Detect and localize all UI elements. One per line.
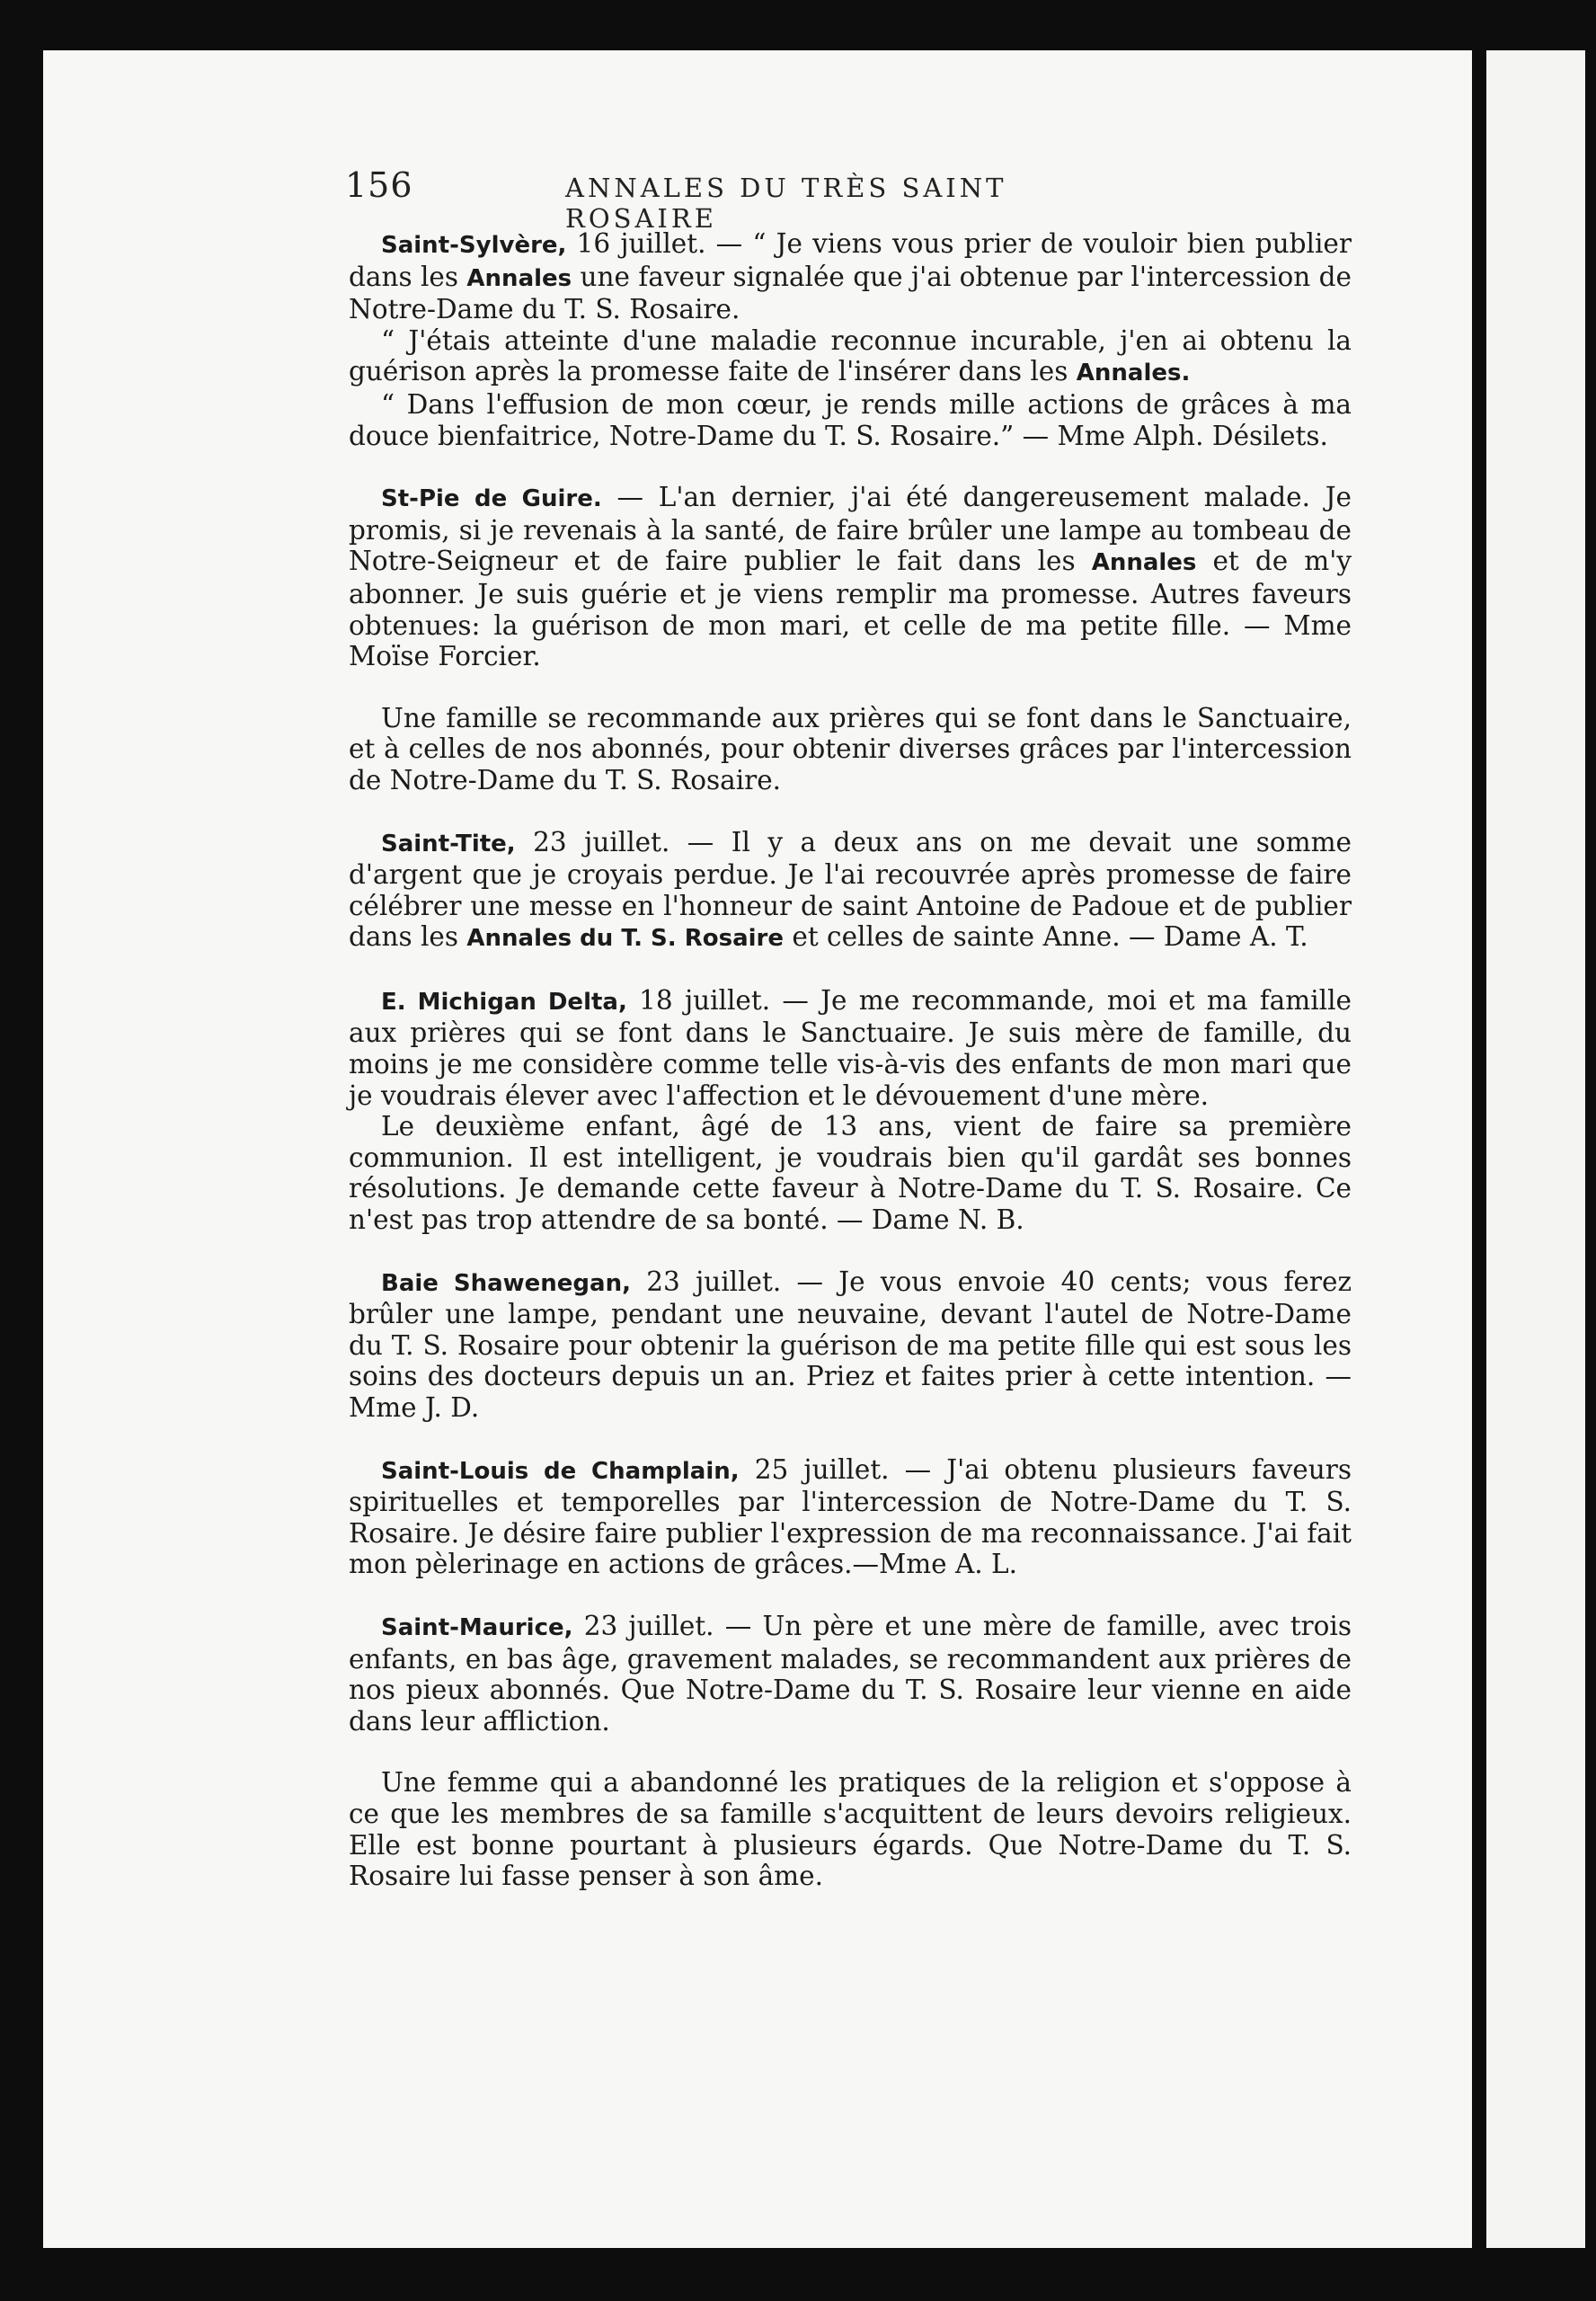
adjacent-page-edge bbox=[1486, 50, 1585, 2248]
entry-baie-shawenegan bbox=[349, 1266, 1352, 1424]
text-run: et de m'y abonner. Je suis guérie et je viens remplir ma promesse. Autres faveurs obtenues: la guérison de mon mari, et celle de ma petite fille. — Mme Moïse Forcier. bbox=[349, 546, 1352, 672]
place-name: Saint-Tite, bbox=[381, 830, 516, 857]
text-run: — L'an dernier, j'ai été dangereusement malade. Je promis, si je revenais à la santé, de faire brûler une lampe au tombeau de Notre-Seigneur et de faire publier le fait dans les bbox=[349, 482, 1352, 577]
place-name: E. Michigan Delta, bbox=[381, 988, 627, 1016]
article-body bbox=[349, 228, 1352, 1923]
text-run: 18 juillet. — Je me recommande, moi et ma famille aux prières qui se font dans le Sanctuaire. Je suis mère de famille, du moins je me considère comme telle vis-à-vis des enfants de mon mari que je voudrais élever avec l'affection et le dévouement d'une mère. bbox=[349, 984, 1352, 1111]
paragraph bbox=[349, 1111, 1352, 1235]
page-number: 156 bbox=[345, 165, 413, 205]
entry-saint-maurice bbox=[349, 1611, 1352, 1737]
place-name: Saint-Sylvère, bbox=[381, 232, 567, 259]
text-run: Une famille se recommande aux prières qui se font dans le Sanctuaire, et à celles de nos abonnés, pour obtenir diverses grâces par l'intercession de Notre-Dame du T. S. Rosaire. bbox=[349, 702, 1352, 795]
bold-run: Annales bbox=[466, 264, 572, 292]
entry-saint-tite bbox=[349, 827, 1352, 955]
text-run: une faveur signalée que j'ai obtenue par l'intercession de Notre-Dame du T. S. Rosaire. bbox=[349, 261, 1352, 325]
place-name: St-Pie de Guire. bbox=[381, 485, 602, 513]
text-run: 23 juillet. — Un père et une mère de famille, avec trois enfants, en bas âge, gravement malades, se recommandent aux prières de nos pieux abonnés. Que Notre-Dame du T. S. Rosaire leur vienne en aide dans leur affliction. bbox=[349, 1610, 1352, 1737]
text-run: 23 juillet. — Il y a deux ans on me devait une somme d'argent que je croyais perdue. Je l'ai recouvrée après promesse de faire célébrer une messe en l'honneur de saint Antoine de Padoue et de publier dans les bbox=[349, 826, 1352, 953]
entry-saint-louis-de-champlain bbox=[349, 1454, 1352, 1580]
entry-famille bbox=[349, 703, 1352, 796]
running-title: ANNALES DU TRÈS SAINT ROSAIRE bbox=[565, 173, 1007, 234]
paragraph bbox=[349, 228, 1352, 325]
text-run: et celles de sainte Anne. — Dame A. T. bbox=[783, 921, 1308, 953]
bold-run: Annales. bbox=[1076, 360, 1191, 387]
paragraph bbox=[349, 389, 1352, 451]
paragraph bbox=[349, 985, 1352, 1111]
bold-run: Annales bbox=[1091, 549, 1197, 577]
text-run: 23 juillet. — Je vous envoie 40 cents; vous ferez brûler une lampe, pendant une neuvaine, devant l'autel de Notre-Dame du T. S. Rosaire pour obtenir la guérison de ma petite fille qui est sous les soins des docteurs depuis un an. Priez et faites prier à cette intention. — Mme J. D. bbox=[349, 1266, 1352, 1423]
entry-saint-sylvere bbox=[349, 228, 1352, 451]
paragraph bbox=[349, 703, 1352, 796]
paragraph bbox=[349, 325, 1352, 389]
text-run: Le deuxième enfant, âgé de 13 ans, vient de faire sa première communion. Il est intelligent, je voudrais bien qu'il gardât ses bonnes résolutions. Je demande cette faveur à Notre-Dame du T. S. Rosaire. Ce n'est pas trop attendre de sa bonté. — Dame N. B. bbox=[349, 1111, 1352, 1236]
entry-st-pie-de-guire bbox=[349, 482, 1352, 672]
place-name: Baie Shawenegan, bbox=[381, 1269, 631, 1297]
paragraph bbox=[349, 1767, 1352, 1891]
bold-run: Annales du T. S. Rosaire bbox=[466, 925, 784, 953]
place-name: Saint-Louis de Champlain, bbox=[381, 1457, 740, 1485]
paragraph bbox=[349, 1454, 1352, 1580]
paragraph bbox=[349, 1611, 1352, 1737]
text-run: 25 juillet. — J'ai obtenu plusieurs faveurs spirituelles et temporelles par l'intercession de Notre-Dame du T. S. Rosaire. Je désire faire publier l'expression de ma reconnaissance. J'ai fait mon pèlerinage en actions de grâces.—Mme A. L. bbox=[349, 1453, 1352, 1580]
entry-femme bbox=[349, 1767, 1352, 1891]
paragraph bbox=[349, 827, 1352, 955]
paragraph bbox=[349, 482, 1352, 672]
place-name: Saint-Maurice, bbox=[381, 1613, 573, 1641]
paragraph bbox=[349, 1266, 1352, 1424]
text-run: “ J'étais atteinte d'une maladie reconnue incurable, j'en ai obtenu la guérison après la promesse faite de l'insérer dans les bbox=[349, 324, 1352, 387]
text-run: “ Dans l'effusion de mon cœur, je rends mille actions de grâces à ma douce bienfaitrice, Notre-Dame du T. S. Rosaire.” — Mme Alph. Désilets. bbox=[349, 388, 1352, 451]
page-header bbox=[345, 165, 1127, 234]
text-run: Une femme qui a abandonné les pratiques de la religion et s'oppose à ce que les membres de sa famille s'acquittent de leurs devoirs religieux. Elle est bonne pourtant à plusieurs égards. Que Notre-Dame du T. S. Rosaire lui fasse penser à son âme. bbox=[349, 1767, 1352, 1892]
text-run: 16 juillet. — “ Je viens vous prier de vouloir bien publier dans les bbox=[349, 228, 1352, 292]
entry-e-michigan-delta bbox=[349, 985, 1352, 1236]
